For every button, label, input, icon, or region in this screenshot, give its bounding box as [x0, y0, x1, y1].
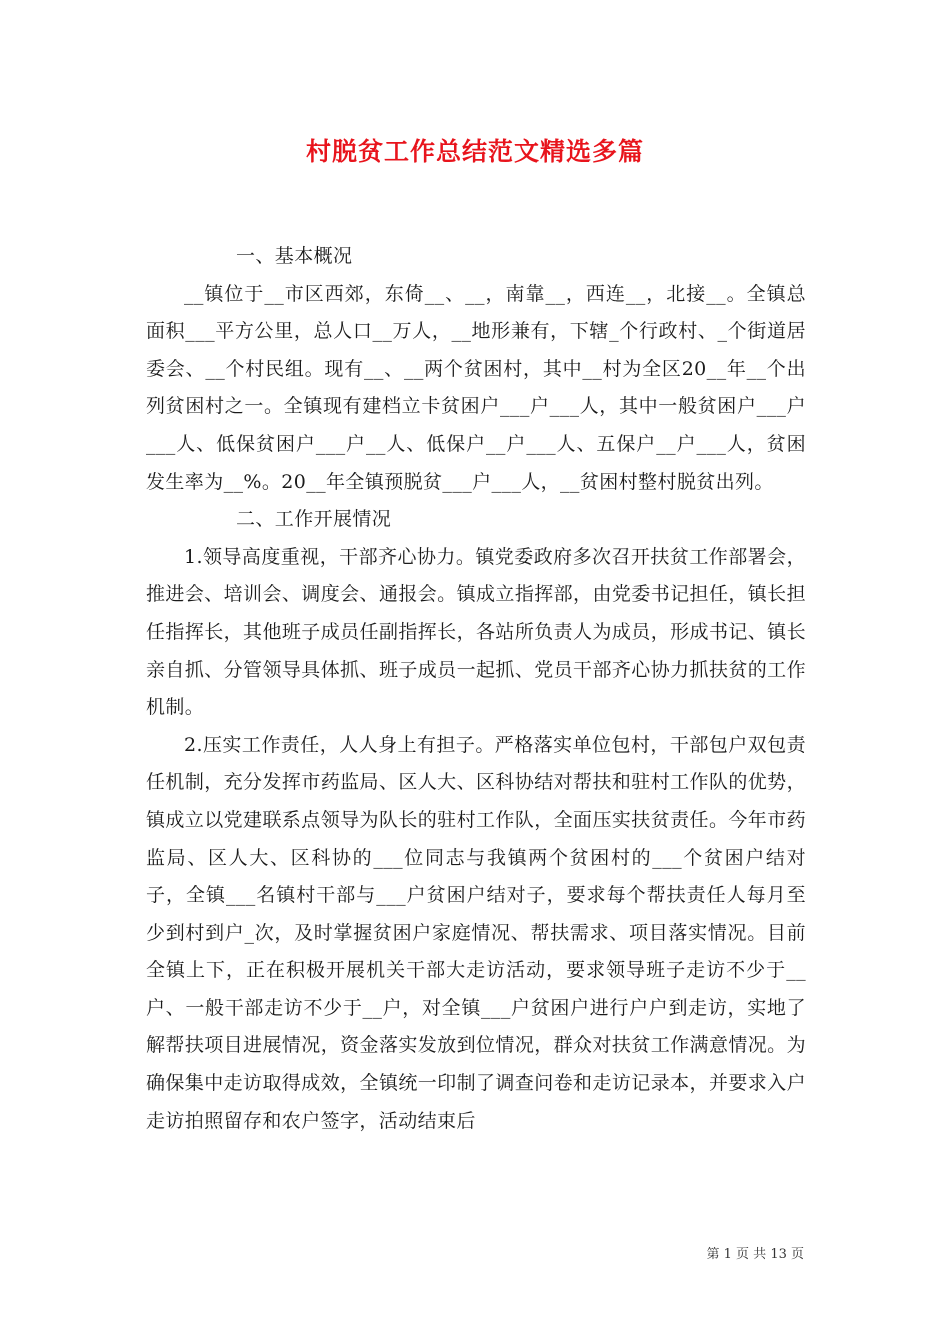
page-number: 第 1 页 共 13 页	[706, 1247, 804, 1262]
paragraph-responsibility: 2.压实工作责任，人人身上有担子。严格落实单位包村，干部包户双包责任机制，充分发挥市药监局、区人大、区科协结对帮扶和驻村工作队的优势，镇成立以党建联系点领导为队长的驻村工作队，全面压实扶贫责任。今年市药监局、区人大、区科协的___位同志与我镇两个贫困村的___个贫困户结对子，全镇___名镇村干部与___户贫困户结对子，要求每个帮扶责任人每月至少到村到户_次，及时掌握贫困户家庭情况、帮扶需求、项目落实情况。目前全镇上下，正在积极开展机关干部大走访活动，要求领导班子走访不少于__户、一般干部走访不少于__户，对全镇___户贫困户进行户户到走访，实地了解帮扶项目进展情况，资金落实发放到位情况，群众对扶贫工作满意情况。为确保集中走访取得成效，全镇统一印制了调查问卷和走访记录本，并要求入户走访拍照留存和农户签字，活动结束后	[146, 733, 806, 1132]
document-title: 村脱贫工作总结范文精选多篇	[305, 137, 644, 166]
document-body	[146, 238, 806, 1140]
paragraph-overview: __镇位于__市区西郊，东倚__、__，南靠__，西连__，北接__。全镇总面积___平方公里，总人口__万人，__地形兼有，下辖_个行政村、_个街道居委会、__个村民组。现有__、__两个贫困村，其中__村为全区20__年__个出列贫困村之一。全镇现有建档立卡贫困户___户___人，其中一般贫困户___户___人、低保贫困户___户__人、低保户__户___人、五保户__户___人，贫困发生率为__%。20__年全镇预脱贫___户___人，__贫困村整村脱贫出列。	[146, 282, 806, 493]
section-heading-work: 二、工作开展情况	[236, 508, 392, 531]
section-heading-overview: 一、基本概况	[236, 245, 353, 267]
paragraph-leadership: 1.领导高度重视，干部齐心协力。镇党委政府多次召开扶贫工作部署会，推进会、培训会、调度会、通报会。镇成立指挥部，由党委书记担任，镇长担任指挥长，其他班子成员任副指挥长，各站所负责人为成员，形成书记、镇长亲自抓、分管领导具体抓、班子成员一起抓、党员干部齐心协力抓扶贫的工作机制。	[146, 545, 806, 719]
